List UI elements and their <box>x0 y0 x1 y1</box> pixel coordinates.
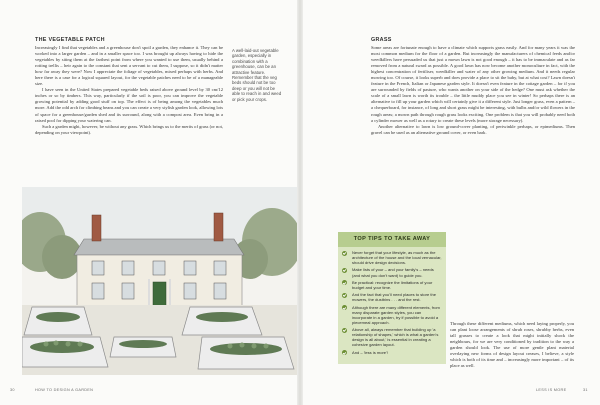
vegetable-patch-heading: THE VEGETABLE PATCH <box>35 37 105 43</box>
check-bullet-icon <box>342 251 347 256</box>
check-bullet-icon <box>342 305 347 310</box>
body-paragraph: Increasingly I find that vegetables and a greenhouse don't spoil a garden, they enhance it. They can be worked into a larger garden – and in a smaller space too. I was brought up always having to hide the vegetables by siting them at the farthest point from where you wanted to use them, usually behind a rotting trellis – heir again to the constant that sent a servant to cut them, I suppose, so it didn't matter how far away they were? Now I appreciate the foliage of vegetables, mixed perhaps with herbs. And here there is a case for a logical squared layout, for the vegetable patches need to be of a manageable size. <box>35 45 223 87</box>
tip-text: Be practical: recognize the limitations of your budget and your time. <box>352 279 433 290</box>
right-folio: 31 <box>583 388 588 392</box>
grass-heading: GRASS <box>371 37 392 43</box>
tips-list <box>338 250 446 357</box>
tip-text: Never forget that your lifestyle, as much as the architecture of the house and the local vernacular, should drive design decisions. <box>352 250 442 266</box>
page-gutter <box>297 0 303 405</box>
check-bullet-icon <box>342 350 347 355</box>
house-and-beds-drawing <box>22 187 297 375</box>
tip-item <box>338 280 446 290</box>
top-tips-box <box>338 232 446 364</box>
left-running-head: HOW TO DESIGN A GARDEN <box>35 388 94 392</box>
check-bullet-icon <box>342 268 347 273</box>
body-paragraph: Some areas are fortunate enough to have a climate which supports grass easily. And for many years it was the most common medium for the floor of a garden. But increasingly the manufacturers of chemical feeds and/or weedkillers have persuaded us that just a mown lawn is not good enough – it has to be immaculate and as far removed from a natural sward as possible. A good lawn has now become another monoculture in fact, with the highest concentration of fertiliser, weedkiller and water of any other growing medium. And it needs regular mowing too. Of course, it looks superb and does provide a place to sit the baby, but at what cost? Lawn doesn't feature in the French, Italian or Japanese garden style. It doesn't even feature in the cottage garden – for if you are surrounded by fields of pasture, who wants another on your side of the hedge? One must ask whether the scale of a small lawn is worth its trouble – the little muddy place you see in winter! So perhaps there is an alternative to fill up your garden which will certainly give it a different style. Just longer grass, even a pattern – a chequerboard, for instance, of long and short grass might be interesting, with bulbs and/or wild flowers in the rough areas; a mown path through rough grass looks exciting. One problem is that you will probably need both a cylinder mower as well as a rotary to create these levels (more storage necessary). <box>371 45 575 123</box>
right-running-head: LESS IS MORE <box>536 388 567 392</box>
tip-text: Although there are many different elements, from many disparate garden styles, you can incorporate in a garden, try if possible to avoid a piecemeal approach. <box>352 304 440 325</box>
sidenote-caption: A well-laid-out vegetable garden, especially in combination with a greenhouse, can be an attractive feature. Remember that the veg beds should not be too deep or you will not be able to reach in and weed or pick your crops. <box>232 48 282 102</box>
body-paragraph: I have seen in the United States prepared vegetable beds raised above ground level by 30 cm/12 inches or so by timbers. This way, particularly if the soil is poor, you can improve the vegetable growing potential by adding good stuff on top. The effect is of being among the vegetables much more. Add the odd arch for climbing beans and you can create a very stylish garden look, allowing lots of space for a greenhouse/garden shed and its surround, along with a compost area. Even bring in a raised pool for dipping your watering can. <box>35 87 223 123</box>
grass-body-continued <box>450 321 574 369</box>
tips-box-title: TOP TIPS TO TAKE AWAY <box>338 232 446 247</box>
left-folio: 30 <box>10 388 15 392</box>
garden-illustration <box>22 187 297 375</box>
tip-text: And the fact that you'll need places to store the mowers, the dustbins . . . and the rest. <box>352 292 437 303</box>
check-bullet-icon <box>342 293 347 298</box>
check-bullet-icon <box>342 328 347 333</box>
tip-item <box>338 292 446 302</box>
tip-text: And – 'less is more'! <box>352 349 388 355</box>
vegetable-patch-body <box>35 45 223 136</box>
tip-text: Make lists of your – and your family's – needs (and what you don't want) to guide you. <box>352 267 434 278</box>
check-bullet-icon <box>342 280 347 285</box>
body-paragraph: Such a garden might, however, be without any grass. Which brings us to the merits of grass (or not, depending on your viewpoint). <box>35 123 223 135</box>
body-paragraph: Through these different mediums, which need laying properly, you can plant loose arrangements of shrub roses, shrubby herbs, even tall grasses to create a look that might initially shock the neighbours, for we are very conditioned by tradition to the way a garden should look. The use of more gentle plant material overlaying new forms of design layout creases, I believe, a style which is both of its time and – increasingly more important – of its place as well. <box>450 321 574 369</box>
body-paragraph: Another alternative to lawn is low ground-cover planting, of periwinkle perhaps, or epimediums. Then gravel can be used as an alternative ground cover, or even bark. <box>371 123 575 135</box>
tip-item <box>338 250 446 265</box>
tip-item <box>338 350 446 355</box>
tip-item <box>338 267 446 277</box>
tip-item <box>338 327 446 347</box>
tip-item <box>338 305 446 325</box>
grass-body <box>371 45 575 136</box>
tip-text: Above all, always remember that building up 'a relationship of shapes,' which is what a garden's design is all about,' is essential in creating a cohesive garden layout. <box>352 327 439 348</box>
